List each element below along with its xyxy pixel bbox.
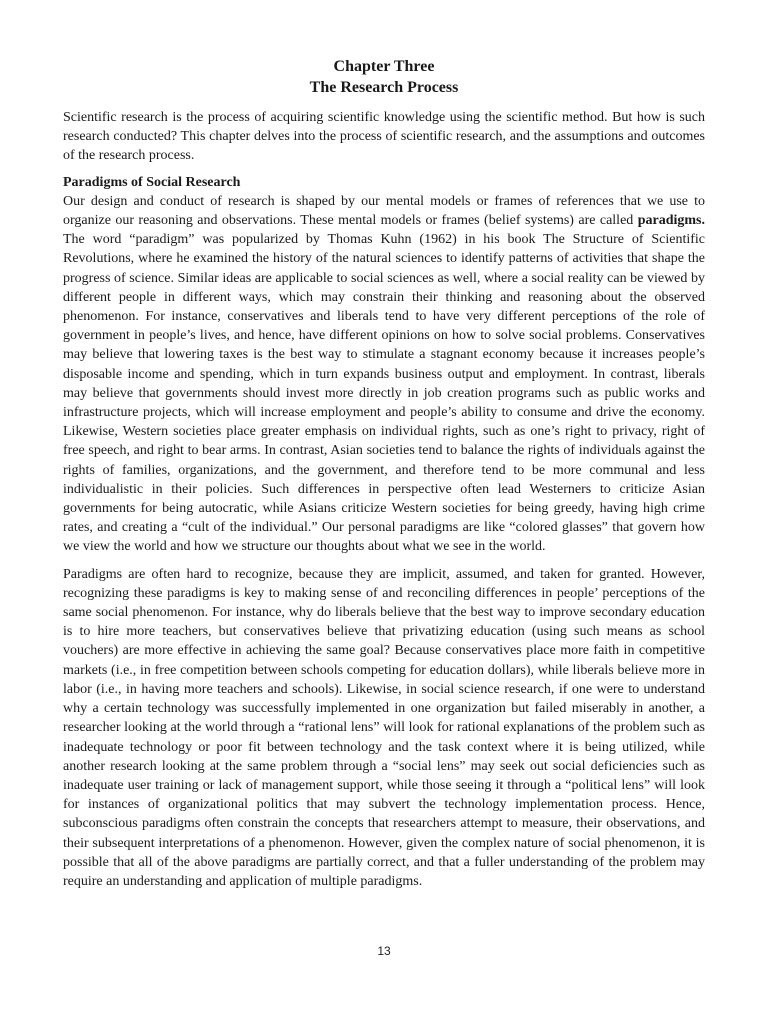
chapter-number: Chapter Three [333, 58, 435, 75]
p1-text-end: The word “paradigm” was popularized by Thomas Kuhn (1962) in his book The Structure of Scientific Revolutions, where he examined the history of the natural sciences to identify patterns of activities that shape the progress of science. Similar ideas are applicable to social sciences as well, where a social reality can be viewed by different people in different ways, which may constrain their thinking and reasoning about the observed phenomenon. For instance, conservatives and liberals tend to have very different perceptions of the role of government in people’s lives, and hence, have different opinions on how to solve social problems. Conservatives may believe that lowering taxes is the best way to stimulate a stagnant economy because it increases people’s disposable income and spending, which in turn expands business output and employment. In contrast, liberals may believe that governments should invest more directly in job creation programs such as public works and infrastructure projects, which will increase employment and people’s ability to consume and drive the economy. Likewise, Western societies place greater emphasis on individual rights, such as one’s right to privacy, right of free speech, and right to bear arms. In contrast, Asian societies tend to balance the rights of individuals against the rights of families, organizations, and the government, and therefore tend to be more communal and less individualistic in their policies. Such differences in perspective often lead Westerners to criticize Asian governments for being autocratic, while Asians criticize Western societies for being greedy, having high crime rates, and creating a “cult of the individual.” Our personal paradigms are like “colored glasses” that govern how we view the world and how we structure our thoughts about what we see in the world. [63, 232, 705, 555]
chapter-title: The Research Process [309, 79, 459, 96]
paradigms-paragraph-1 [63, 192, 705, 557]
paradigms-paragraph-2: Paradigms are often hard to recognize, because they are implicit, assumed, and taken for granted. However, recognizing these paradigms is key to making sense of and reconciling differences in people’ perceptions of the same social phenomenon. For instance, why do liberals believe that the best way to improve secondary education is to hire more teachers, but conservatives believe that privatizing education (using such means as school vouchers) are more effective in achieving the same goal? Because conservatives place more faith in competitive markets (i.e., in free competition between schools competing for education dollars), while liberals believe more in labor (i.e., in having more teachers and schools). Likewise, in social science research, if one were to understand why a certain technology was successfully implemented in one organization but failed miserably in another, a researcher looking at the world through a “rational lens” will look for rational explanations of the problem such as inadequate technology or poor fit between technology and the task context where it is being utilized, while another research looking at the same problem through a “social lens” may seek out social deficiencies such as inadequate user training or lack of management support, while those seeing it through a “political lens” will look for instances of organizational politics that may subvert the technology implementation process. Hence, subconscious paradigms often constrain the concepts that researchers attempt to measure, their observations, and their subsequent interpretations of a phenomenon. However, given the complex nature of social phenomenon, it is possible that all of the above paradigms are partially correct, and that a fuller understanding of the problem may require an understanding and application of multiple paradigms. [63, 566, 705, 889]
section-title: Paradigms of Social Research [63, 174, 241, 190]
intro-paragraph: Scientific research is the process of acquiring scientific knowledge using the scientific method. But how is such research conducted? This chapter delves into the process of scientific research, and the assumptions and outcomes of the research process. [63, 110, 705, 164]
p1-text-start: Our design and conduct of research is shaped by our mental models or frames of references that we use to organize our reasoning and observations. These mental models or frames (belief systems) are called [63, 193, 705, 229]
document-page [63, 56, 705, 891]
chapter-heading [63, 56, 705, 98]
page-number: 13 [377, 944, 391, 958]
p1-bold-term: paradigms. [637, 213, 705, 229]
